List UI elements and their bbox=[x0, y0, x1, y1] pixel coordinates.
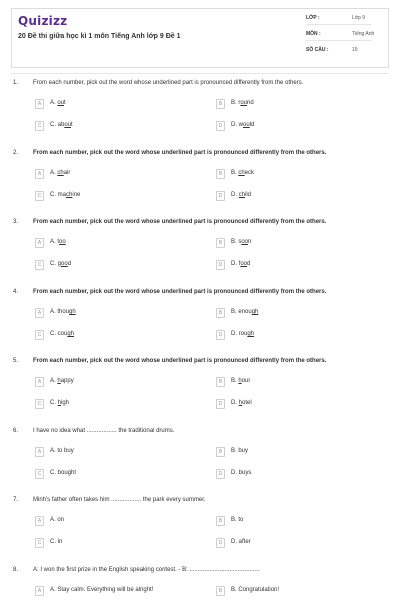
option-underlined-part: gh bbox=[251, 309, 259, 315]
option-letter-box[interactable]: C bbox=[35, 121, 44, 131]
option-label: B. bbox=[231, 448, 239, 454]
option-underlined-part: gh bbox=[67, 331, 75, 337]
option-word-part: ild bbox=[245, 192, 252, 198]
option-word-part: r bbox=[238, 100, 241, 106]
option-text bbox=[50, 517, 64, 523]
option-text bbox=[50, 378, 74, 384]
meta-count-value: 19 bbox=[352, 47, 358, 53]
document-title: 20 Đề thi giữa học kì 1 môn Tiếng Anh lớp 9 Đề 1 bbox=[18, 33, 181, 40]
option-label: D. bbox=[231, 400, 239, 406]
option-letter-box[interactable]: B bbox=[216, 377, 225, 387]
question-text: I have no idea what .................. the traditional drums. bbox=[33, 428, 175, 434]
option-word-part: enou bbox=[238, 309, 252, 315]
question-4 bbox=[0, 289, 400, 359]
option-text bbox=[231, 587, 279, 593]
option-word-part: on bbox=[57, 517, 65, 523]
option-letter-box[interactable]: A bbox=[35, 238, 44, 248]
option-word-part: in bbox=[57, 539, 63, 545]
option-text bbox=[231, 539, 251, 545]
option-letter-box[interactable]: D bbox=[216, 191, 225, 201]
option-word-part: eck bbox=[244, 170, 255, 176]
question-number: 2. bbox=[13, 150, 19, 156]
option-label: D. bbox=[231, 192, 239, 198]
question-1 bbox=[0, 80, 400, 150]
option-label: A. bbox=[50, 587, 58, 593]
question-number: 7. bbox=[13, 497, 19, 503]
option-letter-box[interactable]: B bbox=[216, 516, 225, 526]
option-text bbox=[50, 539, 62, 545]
option-label: B. bbox=[231, 517, 239, 523]
option-text bbox=[50, 587, 153, 593]
question-8 bbox=[0, 567, 400, 600]
option-word-part: d bbox=[247, 261, 251, 267]
option-underlined-part: ch bbox=[66, 192, 73, 198]
option-underlined-part: h bbox=[57, 400, 62, 406]
option-text bbox=[231, 261, 250, 267]
meta-count-label: SỐ CÂU : bbox=[306, 47, 329, 53]
meta-divider bbox=[306, 40, 372, 41]
question-text: A: I won the first prize in the English speaking contest. - B: .......................................... bbox=[33, 567, 260, 573]
option-label: B. bbox=[231, 100, 239, 106]
option-text bbox=[231, 378, 250, 384]
option-underlined-part: ch bbox=[238, 192, 246, 198]
option-text bbox=[50, 261, 71, 267]
option-letter-box[interactable]: A bbox=[35, 169, 44, 179]
meta-class-value: Lớp 9 bbox=[352, 15, 366, 21]
option-text bbox=[231, 448, 248, 454]
option-letter-box[interactable]: A bbox=[35, 586, 44, 596]
option-word-part: w bbox=[238, 122, 244, 128]
option-text bbox=[50, 309, 76, 315]
option-letter-box[interactable]: A bbox=[35, 377, 44, 387]
option-text bbox=[50, 239, 66, 245]
question-number: 8. bbox=[13, 567, 19, 573]
option-text bbox=[50, 192, 80, 198]
meta-divider bbox=[306, 24, 372, 25]
option-letter-box[interactable]: D bbox=[216, 260, 225, 270]
option-underlined-part: h bbox=[57, 378, 61, 384]
option-word-part: igh bbox=[61, 400, 70, 406]
option-label: D. bbox=[231, 261, 239, 267]
option-letter-box[interactable]: A bbox=[35, 447, 44, 457]
question-number: 6. bbox=[13, 428, 19, 434]
question-number: 3. bbox=[13, 219, 19, 225]
header-divider bbox=[11, 73, 389, 74]
question-2 bbox=[0, 150, 400, 220]
option-text bbox=[50, 400, 69, 406]
option-label: A. bbox=[50, 170, 58, 176]
option-label: C. bbox=[50, 539, 58, 545]
option-underlined-part: ou bbox=[57, 100, 65, 106]
option-word-part: after bbox=[238, 539, 251, 545]
option-underlined-part: ch bbox=[238, 170, 245, 176]
option-label: D. bbox=[231, 331, 239, 337]
option-letter-box[interactable]: A bbox=[35, 99, 44, 109]
meta-subject-label: MÔN : bbox=[306, 31, 321, 37]
option-label: B. bbox=[231, 378, 239, 384]
option-text bbox=[231, 122, 254, 128]
option-letter-box[interactable]: C bbox=[35, 469, 44, 479]
option-label: B. bbox=[231, 170, 239, 176]
option-word-part: rou bbox=[238, 331, 248, 337]
option-letter-box[interactable]: A bbox=[35, 308, 44, 318]
option-letter-box[interactable]: D bbox=[216, 121, 225, 131]
option-word-part: nd bbox=[247, 100, 254, 106]
option-letter-box[interactable]: B bbox=[216, 586, 225, 596]
question-5 bbox=[0, 358, 400, 428]
option-letter-box[interactable]: C bbox=[35, 191, 44, 201]
option-letter-box[interactable]: D bbox=[216, 399, 225, 409]
option-word-part: t bbox=[64, 100, 66, 106]
option-text bbox=[231, 331, 254, 337]
option-label: A. bbox=[50, 309, 58, 315]
option-word-part: Congratulation! bbox=[238, 587, 280, 593]
option-underlined-part: ou bbox=[243, 122, 250, 128]
question-6 bbox=[0, 428, 400, 498]
option-word-part: otel bbox=[242, 400, 252, 406]
question-text: From each number, pick out the word whose underlined part is pronounced differently from the others. bbox=[33, 150, 327, 156]
option-word-part: appy bbox=[60, 378, 74, 384]
option-underlined-part: oo bbox=[59, 239, 66, 245]
option-letter-box[interactable]: B bbox=[216, 308, 225, 318]
option-letter-box[interactable]: C bbox=[35, 330, 44, 340]
option-label: D. bbox=[231, 470, 239, 476]
option-word-part: f bbox=[238, 261, 241, 267]
option-text bbox=[50, 100, 66, 106]
option-text bbox=[231, 470, 251, 476]
question-number: 1. bbox=[13, 80, 19, 86]
option-letter-box[interactable]: B bbox=[216, 169, 225, 179]
option-text bbox=[231, 192, 251, 198]
option-label: A. bbox=[50, 448, 58, 454]
meta-class-label: LỚP : bbox=[306, 15, 320, 21]
option-underlined-part: gh bbox=[247, 331, 255, 337]
option-label: A. bbox=[50, 239, 58, 245]
option-letter-box[interactable]: C bbox=[35, 399, 44, 409]
option-word-part: air bbox=[63, 170, 71, 176]
option-word-part: t bbox=[57, 239, 60, 245]
option-underlined-part: h bbox=[238, 378, 242, 384]
option-text bbox=[231, 100, 254, 106]
quizizz-logo: Quizizz bbox=[18, 14, 68, 28]
option-underlined-part: oo bbox=[240, 261, 248, 267]
option-letter-box[interactable]: B bbox=[216, 447, 225, 457]
question-text: Minh's father often takes him .................. the park every summer. bbox=[33, 497, 206, 503]
option-label: C. bbox=[50, 192, 58, 198]
option-letter-box[interactable]: D bbox=[216, 538, 225, 548]
option-word-part: ine bbox=[72, 192, 81, 198]
option-letter-box[interactable]: B bbox=[216, 238, 225, 248]
option-text bbox=[50, 122, 73, 128]
option-label: B. bbox=[231, 239, 239, 245]
option-letter-box[interactable]: A bbox=[35, 516, 44, 526]
option-text bbox=[50, 331, 74, 337]
option-letter-box[interactable]: C bbox=[35, 538, 44, 548]
option-word-part: ab bbox=[57, 122, 65, 128]
option-label: C. bbox=[50, 331, 58, 337]
option-word-part: t bbox=[71, 122, 73, 128]
option-label: B. bbox=[231, 309, 239, 315]
option-text bbox=[231, 309, 258, 315]
option-underlined-part: oo bbox=[61, 261, 68, 267]
option-underlined-part: gh bbox=[69, 309, 76, 315]
option-label: C. bbox=[50, 122, 58, 128]
option-word-part: ld bbox=[249, 122, 255, 128]
option-underlined-part: ou bbox=[64, 122, 72, 128]
option-word-part: ma bbox=[57, 192, 67, 198]
option-label: D. bbox=[231, 539, 239, 545]
option-text bbox=[231, 170, 254, 176]
option-letter-box[interactable]: C bbox=[35, 260, 44, 270]
question-text: From each number, pick out the word whose underlined part is pronounced differently from the others. bbox=[33, 289, 327, 295]
question-number: 5. bbox=[13, 358, 19, 364]
option-word-part: g bbox=[57, 261, 62, 267]
option-text bbox=[50, 170, 70, 176]
option-word-part: our bbox=[241, 378, 251, 384]
option-letter-box[interactable]: D bbox=[216, 330, 225, 340]
question-text: From each number, pick out the word whose underlined part is pronounced differently from the others. bbox=[33, 358, 327, 364]
option-label: C. bbox=[50, 400, 58, 406]
option-word-part: cou bbox=[57, 331, 68, 337]
option-word-part: d bbox=[67, 261, 72, 267]
question-text: From each number, pick out the word whose underlined part is pronounced differently from the others. bbox=[33, 219, 327, 225]
option-underlined-part: ou bbox=[240, 100, 248, 106]
option-word-part: thou bbox=[57, 309, 70, 315]
option-word-part: Stay calm. Everything will be alright! bbox=[57, 587, 154, 593]
option-underlined-part: oo bbox=[241, 239, 249, 245]
option-word-part: s bbox=[238, 239, 242, 245]
option-label: A. bbox=[50, 100, 58, 106]
option-word-part: n bbox=[248, 239, 252, 245]
option-word-part: to buy bbox=[57, 448, 74, 454]
option-word-part: buy bbox=[238, 448, 249, 454]
question-7 bbox=[0, 497, 400, 567]
option-text bbox=[50, 448, 74, 454]
question-3 bbox=[0, 219, 400, 289]
option-label: A. bbox=[50, 517, 58, 523]
option-letter-box[interactable]: B bbox=[216, 99, 225, 109]
option-word-part: to bbox=[238, 517, 244, 523]
option-underlined-part: h bbox=[238, 400, 243, 406]
option-text bbox=[231, 400, 252, 406]
option-label: C. bbox=[50, 261, 58, 267]
option-underlined-part: ch bbox=[57, 170, 64, 176]
question-number: 4. bbox=[13, 289, 19, 295]
option-label: A. bbox=[50, 378, 58, 384]
option-label: D. bbox=[231, 122, 239, 128]
option-label: B. bbox=[231, 587, 239, 593]
meta-subject-value: Tiếng Anh bbox=[352, 31, 375, 37]
option-text bbox=[231, 239, 251, 245]
option-label: C. bbox=[50, 470, 58, 476]
option-letter-box[interactable]: D bbox=[216, 469, 225, 479]
option-text bbox=[50, 470, 76, 476]
option-text bbox=[231, 517, 243, 523]
question-text: From each number, pick out the word whose underlined part is pronounced differently from the others. bbox=[33, 80, 304, 86]
option-word-part: bought bbox=[57, 470, 77, 476]
option-word-part: buys bbox=[238, 470, 252, 476]
